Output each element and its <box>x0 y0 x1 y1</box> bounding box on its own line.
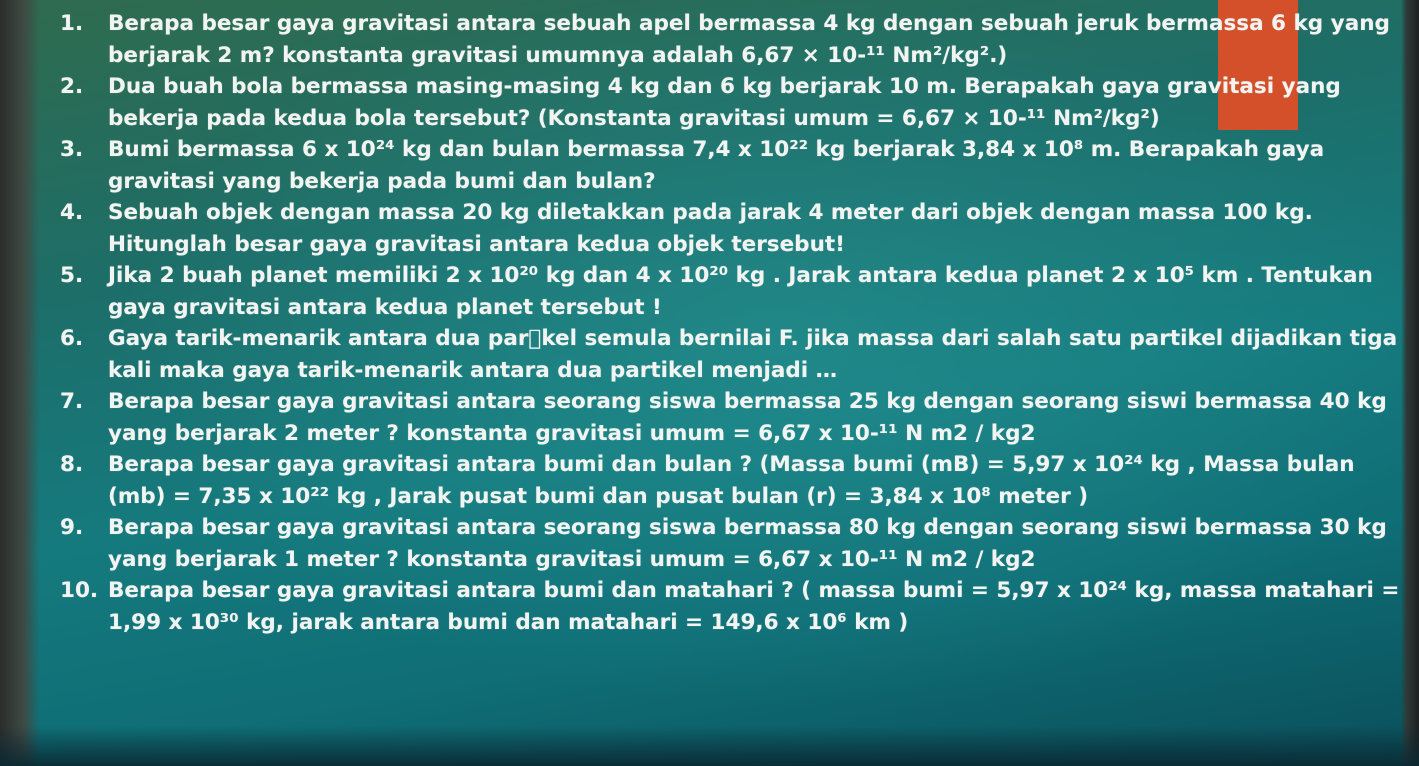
question-list <box>60 8 1400 638</box>
question-text: Berapa besar gaya gravitasi antara bumi dan bulan ? (Massa bumi (mB) = 5,97 x 10²⁴ kg , Massa bulan (mb) = 7,35 x 10²² kg , Jarak pusat bumi dan pusat bulan (r) = 3,84 x 10⁸ meter ) <box>108 452 1355 509</box>
question-item <box>60 386 1400 449</box>
question-text: Berapa besar gaya gravitasi antara seorang siswa bermassa 80 kg dengan seorang siswi bermassa 30 kg yang berjarak 1 meter ? konstanta gravitasi umum = 6,67 x 10-¹¹ N m2 / kg2 <box>108 515 1387 572</box>
question-item <box>60 71 1400 134</box>
question-number: 4. <box>60 200 84 225</box>
question-number: 7. <box>60 389 84 414</box>
monitor-bezel-right <box>1401 0 1419 766</box>
question-text: Dua buah bola bermassa masing-masing 4 kg dan 6 kg berjarak 10 m. Berapakah gaya gravitasi yang bekerja pada kedua bola tersebut? (Konstanta gravitasi umum = 6,67 × 10-¹¹ Nm²/kg²) <box>108 74 1341 131</box>
question-item <box>60 449 1400 512</box>
question-number: 3. <box>60 137 84 162</box>
question-text: Sebuah objek dengan massa 20 kg diletakkan pada jarak 4 meter dari objek dengan massa 100 kg. Hitunglah besar gaya gravitasi antara kedua objek tersebut! <box>108 200 1313 257</box>
question-number: 10. <box>60 578 99 603</box>
question-text: Berapa besar gaya gravitasi antara seorang siswa bermassa 25 kg dengan seorang siswi bermassa 40 kg yang berjarak 2 meter ? konstanta gravitasi umum = 6,67 x 10-¹¹ N m2 / kg2 <box>108 389 1387 446</box>
question-item <box>60 260 1400 323</box>
question-text: Gaya tarik-menarik antara dua par kel semula bernilai F. jika massa dari salah satu partikel dijadikan tiga kali maka gaya tarik-menarik antara dua partikel menjadi … <box>108 326 1398 383</box>
question-item <box>60 8 1400 71</box>
question-number: 8. <box>60 452 84 477</box>
question-number: 6. <box>60 326 84 351</box>
question-text: Berapa besar gaya gravitasi antara sebuah apel bermassa 4 kg dengan sebuah jeruk bermassa 6 kg yang berjarak 2 m? konstanta gravitasi umumnya adalah 6,67 × 10-¹¹ Nm²/kg².) <box>108 11 1390 68</box>
question-text: Berapa besar gaya gravitasi antara bumi dan matahari ? ( massa bumi = 5,97 x 10²⁴ kg, massa matahari = 1,99 x 10³⁰ kg, jarak antara bumi dan matahari = 149,6 x 10⁶ km ) <box>108 578 1400 635</box>
question-text: Bumi bermassa 6 x 10²⁴ kg dan bulan bermassa 7,4 x 10²² kg berjarak 3,84 x 10⁸ m. Berapakah gaya gravitasi yang bekerja pada bumi dan bulan? <box>108 137 1325 194</box>
question-item <box>60 197 1400 260</box>
question-item <box>60 134 1400 197</box>
question-item <box>60 575 1400 638</box>
question-text: Jika 2 buah planet memiliki 2 x 10²⁰ kg dan 4 x 10²⁰ kg . Jarak antara kedua planet 2 x 10⁵ km . Tentukan gaya gravitasi antara kedua planet tersebut ! <box>108 263 1373 320</box>
monitor-bezel-left <box>0 0 40 766</box>
monitor-bezel-bottom <box>0 726 1419 766</box>
question-number: 5. <box>60 263 84 288</box>
question-item <box>60 512 1400 575</box>
question-number: 1. <box>60 11 84 36</box>
question-item <box>60 323 1400 386</box>
question-number: 9. <box>60 515 84 540</box>
question-number: 2. <box>60 74 84 99</box>
